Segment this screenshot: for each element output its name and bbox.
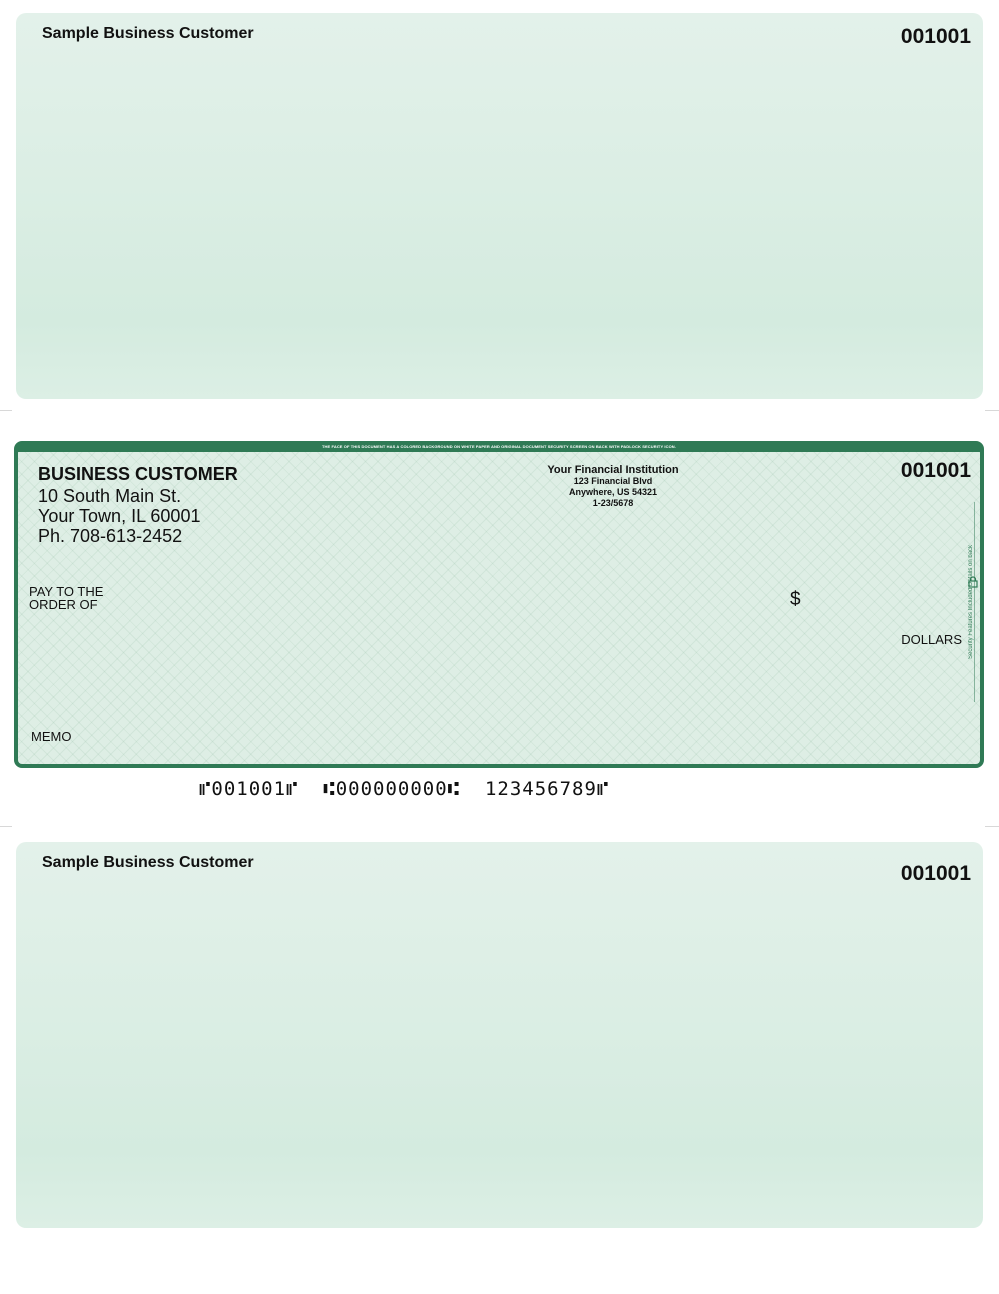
stub-check-number: 001001 — [900, 862, 971, 885]
stub-check-number: 001001 — [900, 25, 971, 48]
check-body — [14, 441, 984, 768]
bank-info — [518, 464, 708, 509]
bank-routing-fraction: 1-23/5678 — [592, 498, 634, 508]
pay-to-line-2: ORDER OF — [29, 597, 98, 612]
stub-customer-name: Sample Business Customer — [42, 25, 254, 42]
address-line-1: 10 South Main St. — [38, 486, 182, 506]
check-number: 001001 — [900, 459, 971, 482]
pay-to-line-1: PAY TO THE — [29, 584, 104, 599]
bank-name: Your Financial Institution — [547, 464, 679, 476]
memo-label: MEMO — [31, 729, 72, 744]
security-banner: THE FACE OF THIS DOCUMENT HAS A COLORED BACKGROUND ON WHITE PAPER AND ORIGINAL DOCUMENT SECURITY SCREEN ON BACK WITH PADLOCK SECURITY ICON. — [322, 444, 676, 449]
perforation-right-2 — [985, 826, 999, 827]
stub-customer-name: Sample Business Customer — [42, 854, 254, 871]
perforation-right — [985, 410, 999, 411]
bank-address-2: Anywhere, US 54321 — [568, 487, 658, 497]
bank-address-1: 123 Financial Blvd — [573, 476, 653, 486]
bottom-stub — [16, 842, 983, 1228]
security-features-text: Security Features Included Details on back — [968, 544, 974, 660]
dollar-sign: $ — [790, 589, 801, 610]
address-line-3: Ph. 708-613-2452 — [38, 526, 183, 546]
perforation-left — [0, 410, 12, 411]
pay-to-label — [29, 585, 103, 611]
top-stub — [16, 13, 983, 399]
dollars-label: DOLLARS — [901, 632, 962, 647]
company-name: BUSINESS CUSTOMER — [38, 464, 238, 484]
padlock-icon — [968, 576, 978, 588]
micr-line: ⑈001001⑈ ⑆000000000⑆ 123456789⑈ — [199, 778, 610, 800]
address-line-2: Your Town, IL 60001 — [38, 506, 201, 526]
perforation-left-2 — [0, 826, 12, 827]
